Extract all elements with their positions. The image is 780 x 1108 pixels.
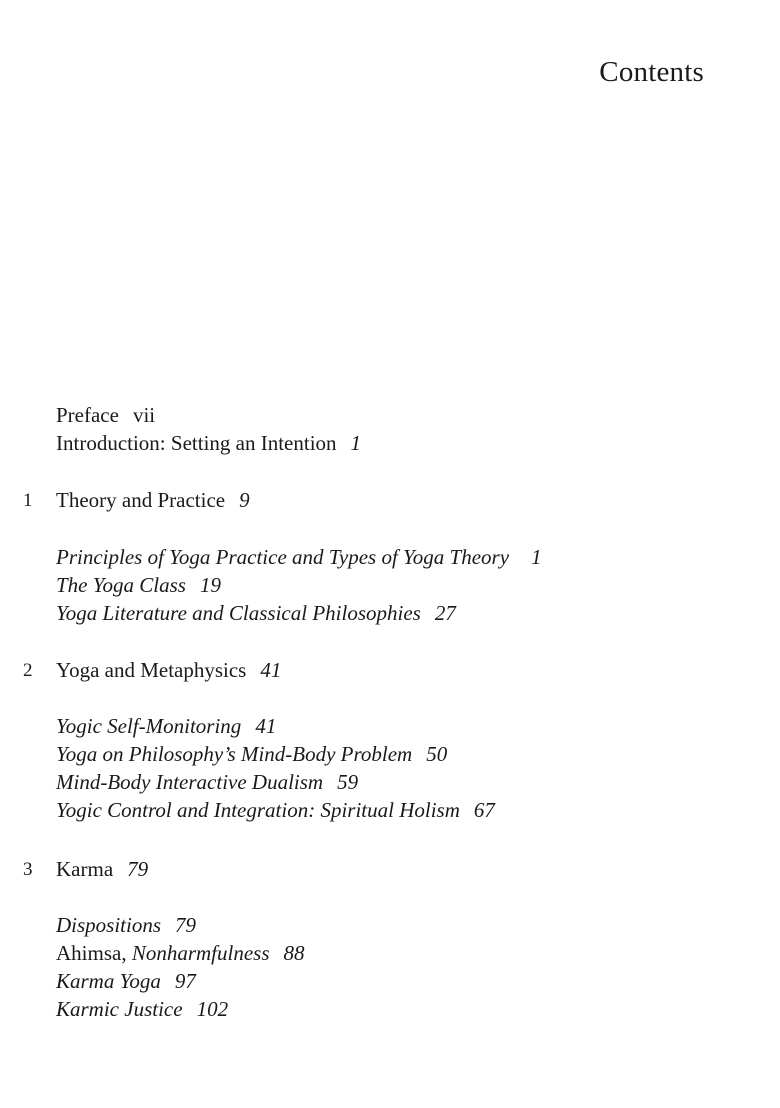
section-page: 59 xyxy=(337,770,359,794)
section-label: Yogic Self-Monitoring xyxy=(56,714,242,738)
toc-entry-label: Preface xyxy=(56,403,119,427)
section-label: Mind-Body Interactive Dualism xyxy=(56,770,324,794)
toc-section-entry xyxy=(56,768,358,796)
toc-entry-page: vii xyxy=(132,403,156,427)
toc-section-entry xyxy=(56,571,221,599)
section-page: 102 xyxy=(196,997,229,1021)
section-label: Principles of Yoga Practice and Types of Yoga Theory xyxy=(56,545,510,569)
section-label-upright: Ahimsa, xyxy=(56,941,127,965)
section-label: The Yoga Class xyxy=(56,573,186,597)
toc-chapter-title xyxy=(56,486,250,514)
section-label: Yoga on Philosophy’s Mind-Body Problem xyxy=(56,742,413,766)
toc-section-entry xyxy=(56,543,542,571)
toc-chapter-title xyxy=(56,656,281,684)
toc-section-entry xyxy=(56,796,495,824)
section-page: 27 xyxy=(434,601,456,625)
toc-entry-introduction xyxy=(56,429,361,457)
chapter-title: Yoga and Metaphysics xyxy=(56,658,247,682)
toc-section-entry xyxy=(56,939,305,967)
toc-entry-preface xyxy=(56,401,155,429)
section-label: Nonharmfulness xyxy=(131,941,270,965)
toc-section-entry xyxy=(56,740,447,768)
toc-section-entry xyxy=(56,599,456,627)
toc-section-entry xyxy=(56,995,228,1023)
section-page: 67 xyxy=(473,798,495,822)
section-label: Karmic Justice xyxy=(56,997,183,1021)
toc-entry-page: 1 xyxy=(350,431,362,455)
section-page: 79 xyxy=(175,913,197,937)
toc-section-entry xyxy=(56,967,196,995)
chapter-number: 2 xyxy=(23,660,33,681)
section-label: Yogic Control and Integration: Spiritual Holism xyxy=(56,798,460,822)
toc-chapter-title xyxy=(56,855,148,883)
toc-section-entry xyxy=(56,911,196,939)
chapter-page: 41 xyxy=(260,658,282,682)
chapter-title: Karma xyxy=(56,857,114,881)
toc-entry-label: Introduction: Setting an Intention xyxy=(56,431,337,455)
section-label: Dispositions xyxy=(56,913,162,937)
chapter-page: 9 xyxy=(239,488,250,512)
section-page: 97 xyxy=(174,969,196,993)
page-title: Contents xyxy=(599,56,704,88)
chapter-title: Theory and Practice xyxy=(56,488,226,512)
section-page: 88 xyxy=(283,941,305,965)
chapter-page: 79 xyxy=(127,857,149,881)
section-label: Karma Yoga xyxy=(56,969,161,993)
section-page: 1 xyxy=(531,545,542,569)
section-page: 41 xyxy=(255,714,277,738)
section-label: Yoga Literature and Classical Philosophies xyxy=(56,601,421,625)
toc-section-entry xyxy=(56,712,276,740)
chapter-number: 3 xyxy=(23,859,33,880)
chapter-number: 1 xyxy=(23,490,33,511)
section-page: 50 xyxy=(426,742,448,766)
section-page: 19 xyxy=(199,573,221,597)
